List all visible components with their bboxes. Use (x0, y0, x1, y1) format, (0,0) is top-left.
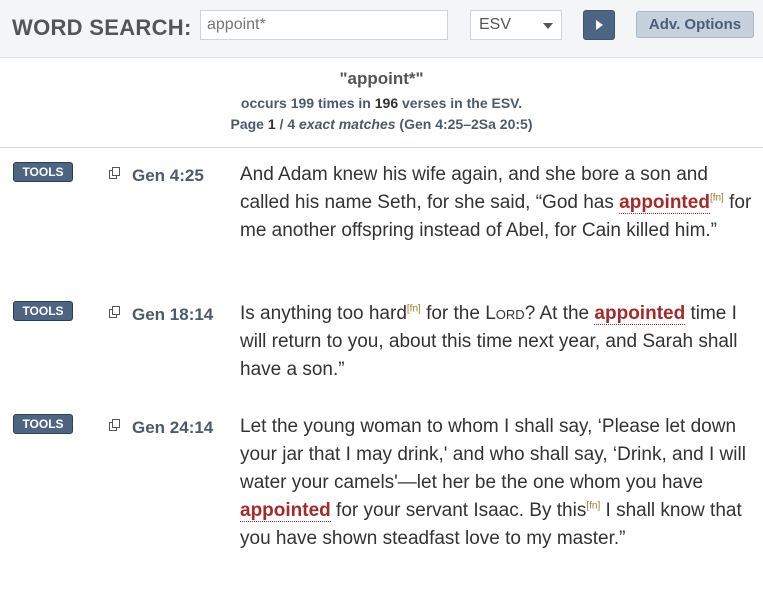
caret-down-icon (543, 23, 553, 29)
copy-icon[interactable] (109, 419, 121, 432)
lord-text: Lord (485, 303, 525, 324)
play-icon (596, 20, 603, 30)
verse-text: Is anything too hard[fn] for the Lord? At the appointed time I will return to you, about this time next year, and Sarah shall have a son.” (240, 303, 738, 380)
search-input[interactable] (200, 10, 448, 40)
search-summary (0, 58, 763, 148)
verse-reference-link[interactable]: Gen 4:25 (132, 166, 204, 185)
footnote-link[interactable]: [fn] (406, 303, 421, 315)
copy-icon[interactable] (109, 167, 121, 180)
exact-matches-label: exact matches (299, 116, 396, 132)
page-number: 1 (267, 116, 276, 132)
copy-icon[interactable] (109, 306, 121, 319)
verse-count: 196 (374, 95, 399, 111)
footnote-link[interactable]: [fn] (586, 500, 601, 512)
verse-text: Let the young woman to whom I shall say, ‘Please let down your jar that I may drink,' and who shall say, ‘Drink, and I will water your camels'—let her be the one whom you have appointed for your servant Isaac. By this[fn] I shall know that you have shown steadfast love to my master.” (240, 416, 746, 549)
highlighted-match: appointed (619, 192, 710, 213)
highlighted-match: appointed (240, 500, 331, 521)
version-select[interactable] (470, 10, 562, 40)
range-label: (Gen 4:25–2Sa 20:5) (395, 116, 533, 132)
highlighted-match: appointed (594, 303, 686, 324)
footnote-link[interactable]: [fn] (709, 192, 724, 204)
occurrence-summary: occurs 199 times in 196 verses in the ESV. (240, 95, 523, 111)
search-query-heading: "appoint*" (339, 69, 424, 88)
word-search-label: WORD SEARCH: (12, 15, 192, 40)
tools-button[interactable]: TOOLS (13, 162, 73, 182)
search-toolbar (0, 0, 763, 58)
tools-button[interactable]: TOOLS (13, 301, 73, 321)
version-select-value: ESV (479, 16, 512, 33)
search-go-button[interactable] (583, 10, 615, 40)
verse-text: And Adam knew his wife again, and she bore a son and called his name Seth, for she said, “God has appointed[fn] for me another offspring instead of Abel, for Cain killed him.” (240, 164, 752, 241)
verse-reference-link[interactable]: Gen 24:14 (132, 418, 214, 437)
verse-reference-link[interactable]: Gen 18:14 (132, 305, 214, 324)
adv-options-button[interactable]: Adv. Options (636, 11, 754, 38)
tools-button[interactable]: TOOLS (13, 414, 73, 434)
occurrence-count: 199 (290, 95, 315, 111)
pagination-summary: Page 1 / 4 exact matches (Gen 4:25–2Sa 20:5) (230, 116, 533, 132)
